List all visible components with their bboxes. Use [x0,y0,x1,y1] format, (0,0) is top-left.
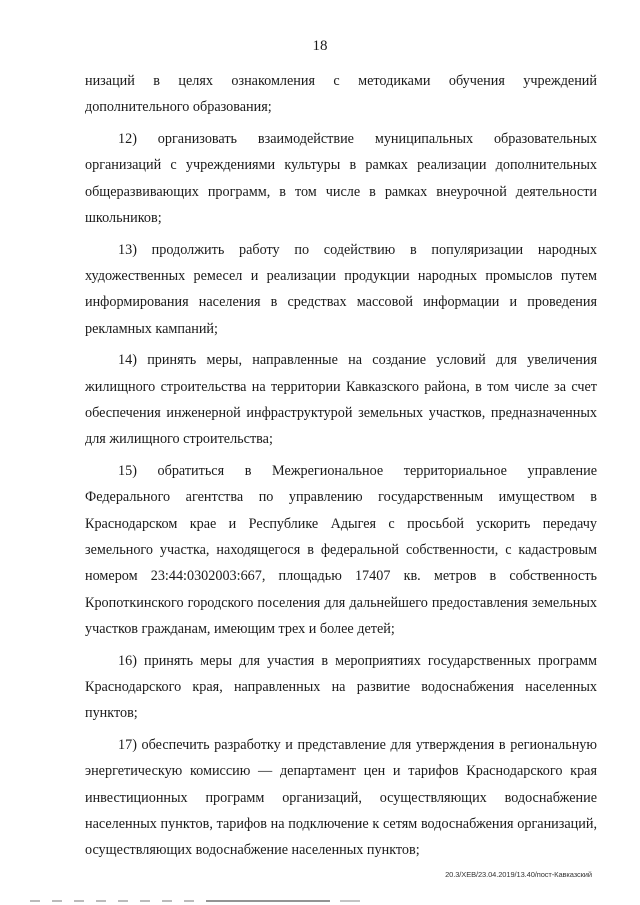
scan-edge-line [0,897,640,905]
list-item-15: 15) обратиться в Межрегиональное территориальное управление Федерального агентства по управлению государственным имуществом в Краснодарском крае и Республике Адыгея с просьбой ускорить передачу земельного участка, находящегося в федеральной собственности, с кадастровым номером 23:44:0302003:667, площадью 17407 кв. метров в собственность Кропоткинского городского поселения для дальнейшего предоставления земельных участков гражданам, имеющим трех и более детей; [85,463,597,637]
list-item-17: 17) обеспечить разработку и представление для утверждения в региональную энергетическую комиссию — департамент цен и тарифов Краснодарского края инвестиционных программ организаций, осуществляющих водоснабжение населенных пунктов, тарифов на подключение к сетям водоснабжения организаций, осуществляющих водоснабжение населенных пунктов; [85,737,597,859]
list-item-14: 14) принять меры, направленные на создание условий для увеличения жилищного строительства на территории Кавказского района, в том числе за счет обеспечения инженерной инфраструктурой земельных участков, предназначенных для жилищного строительства; [85,352,597,448]
page-number: 18 [312,38,328,54]
list-item-12: 12) организовать взаимодействие муниципальных образовательных организаций с учреждениями культуры в рамках реализации дополнительных общеразвивающих программ, в том числе в рамках внеурочной деятельности школьников; [85,131,597,226]
paragraph-continuation: низаций в целях ознакомления с методиками обучения учреждений дополнительного образования; [85,73,597,116]
list-item-13: 13) продолжить работу по содействию в популяризации народных художественных ремесел и реализации продукции народных промыслов путем информирования населения в средствах массовой информации и проведения рекламных кампаний; [85,241,597,337]
document-body [85,68,597,869]
list-item-16: 16) принять меры для участия в мероприятиях государственных программ Краснодарского края, направленных на развитие водоснабжения населенных пунктов; [85,652,597,722]
footer-document-code: 20.3/ХЕВ/23.04.2019/13.40/пост-Кавказский [445,870,592,879]
